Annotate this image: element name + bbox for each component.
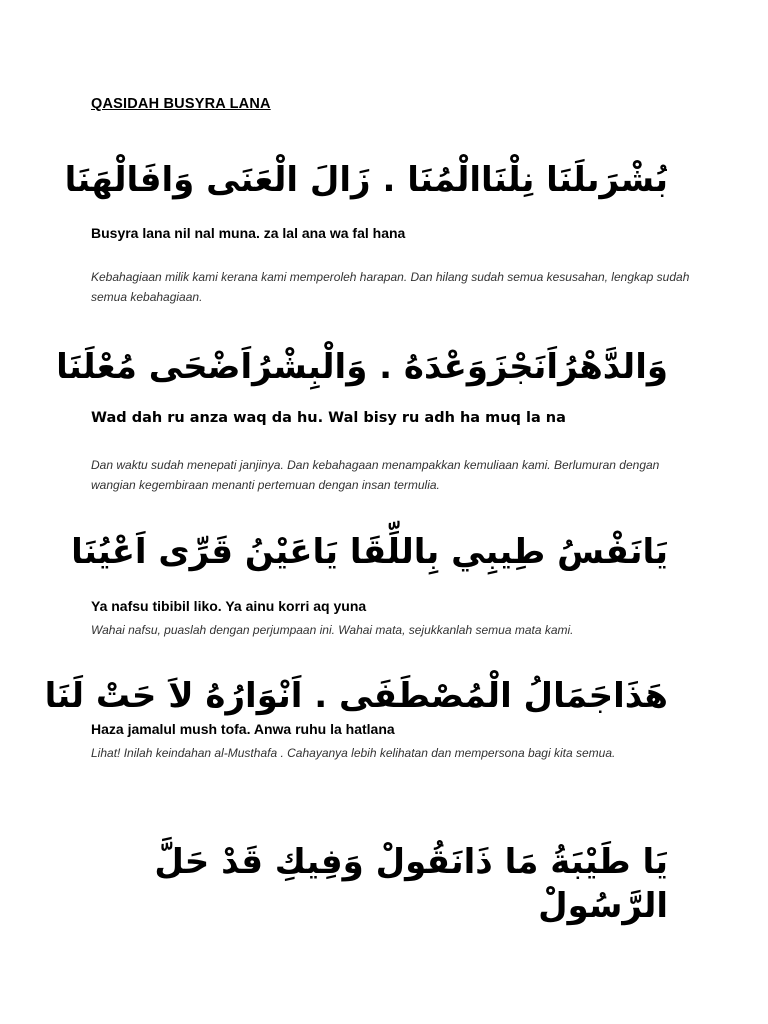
verse-1-transliteration: Busyra lana nil nal muna. za lal ana wa fal hana [91, 225, 406, 241]
verse-4-arabic: هَذَاجَمَالُ الْمُصْطَفَى . اَنْوَارُهُ لاَ حَتْ لَنَا [44, 676, 668, 716]
verse-4-meaning: Lihat! Inilah keindahan al-Musthafa . Cahayanya lebih kelihatan dan mempersona bagi kita semua. [91, 746, 616, 760]
verse-3-transliteration: Ya nafsu tibibil liko. Ya ainu korri aq yuna [91, 598, 367, 614]
verse-2-transliteration: Wad dah ru anza waq da hu. Wal bisy ru adh ha muq la na [91, 410, 566, 426]
verse-1-arabic: بُشْرَىلَنَا نِلْنَاالْمُنَا . زَالَ الْعَنَى وَافَالْهَنَا [64, 160, 668, 200]
verse-3-arabic: يَانَفْسُ طِيبِي بِاللِّقَا يَاعَيْنُ قَرِّى اَعْيُنَا [71, 532, 668, 572]
verse-1-meaning: Kebahagiaan milik kami kerana kami memperoleh harapan. Dan hilang sudah semua kesusahan, lengkap sudah semua kebahagiaan. [91, 270, 690, 304]
verse-5-arabic: يَا طَيْبَةُ مَا ذَانَقُولْ وَفِيكِ قَدْ حَلَّ الرَّسُولْ [154, 842, 668, 926]
document-title: QASIDAH BUSYRA LANA [91, 96, 271, 112]
verse-3-meaning: Wahai nafsu, puaslah dengan perjumpaan ini. Wahai mata, sejukkanlah semua mata kami. [91, 623, 574, 637]
verse-2-meaning: Dan waktu sudah menepati janjinya. Dan kebahagaan menampakkan kemuliaan kami. Berlumuran dengan wangian kegembiraan menanti pertemuan dengan insan termulia. [91, 458, 660, 492]
verse-4-transliteration: Haza jamalul mush tofa. Anwa ruhu la hatlana [91, 721, 395, 737]
verse-2-arabic: وَالدَّهْرُاَنَجْزَوَعْدَهُ . وَالْبِشْرُاَضْحَى مُعْلَنَا [56, 347, 668, 387]
